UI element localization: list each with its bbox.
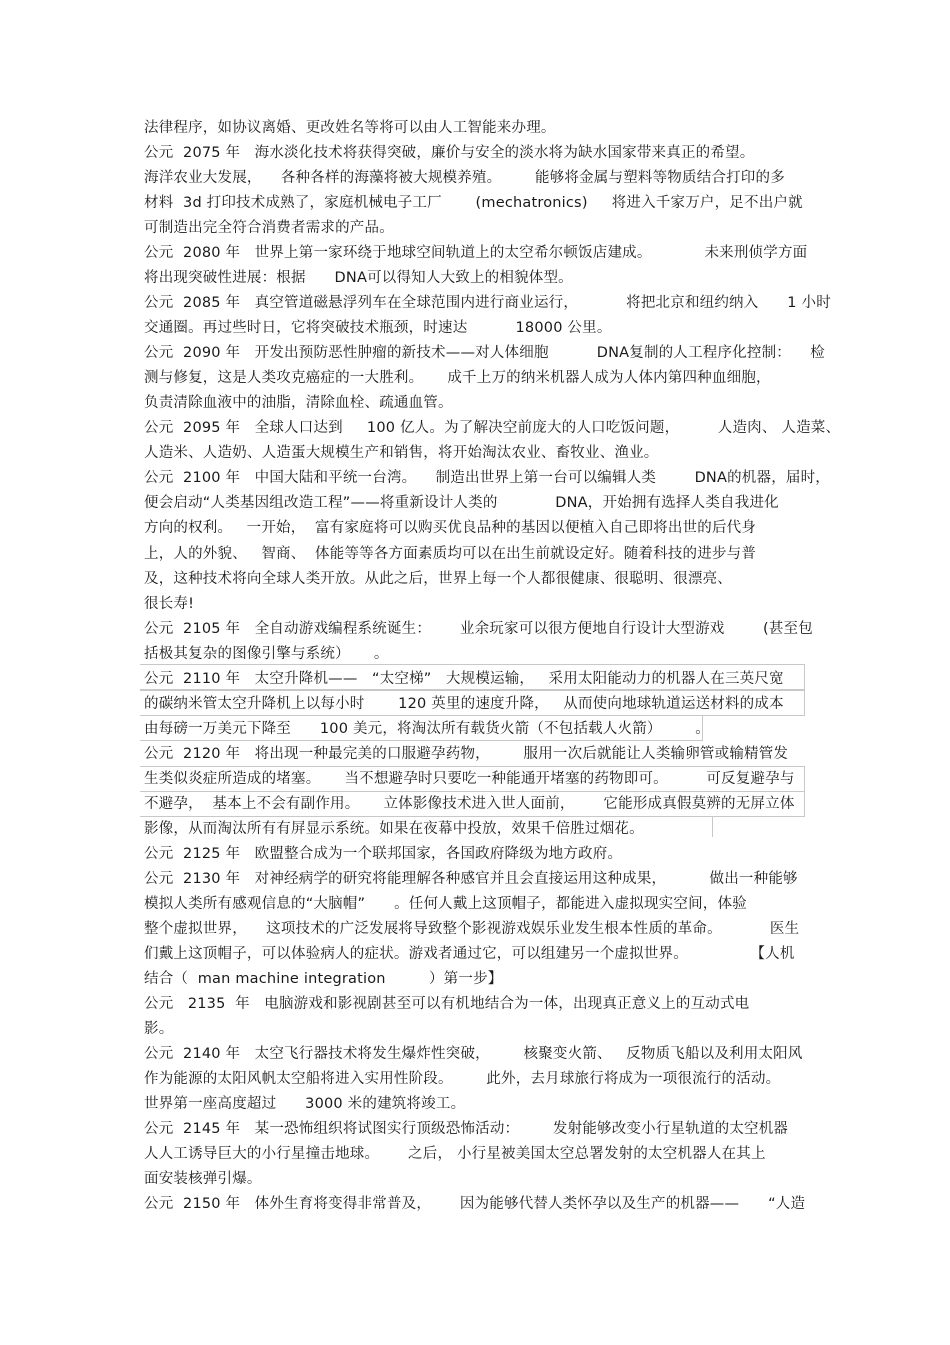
text-line: 法律程序，如协议离婚、更改姓名等将可以由人工智能来办理。 bbox=[144, 120, 556, 136]
text-line: 公元 2085 年 真空管道磁悬浮列车在全球范围内进行商业运行， 将把北京和纽约纳入 1 小时 bbox=[144, 295, 831, 311]
text-line: 将出现突破性进展：根据 DNA可以得知人大致上的相貌体型。 bbox=[144, 270, 573, 286]
text-line: 公元 2120 年 将出现一种最完美的口服避孕药物， 服用一次后就能让人类输卵管或输精管发 bbox=[144, 746, 789, 762]
text-line: 公元 2140 年 太空飞行器技术将发生爆炸性突破， 核聚变火箭、 反物质飞船以及利用太阳风 bbox=[144, 1046, 803, 1062]
text-line: 便会启动“人类基因组改造工程”——将重新设计人类的 DNA，开始拥有选择人类自我进化 bbox=[144, 495, 779, 511]
text-line: 公元 2105 年 全自动游戏编程系统诞生： 业余玩家可以很方便地自行设计大型游戏 (甚至包 bbox=[144, 621, 813, 637]
text-line: 可制造出完全符合消费者需求的产品。 bbox=[144, 220, 394, 236]
text-line: 公元 2090 年 开发出预防恶性肿瘤的新技术——对人体细胞 DNA复制的人工程序化控制： 检 bbox=[144, 345, 825, 361]
text-line: 影像，从而淘汰所有有屏显示系统。如果在夜幕中投放，效果千倍胜过烟花。 bbox=[144, 821, 644, 837]
text-line: 影。 bbox=[144, 1021, 174, 1037]
text-line: 上，人的外貌、 智商、 体能等等各方面素质均可以在出生前就设定好。随着科技的进步与普 bbox=[144, 546, 757, 562]
text-line: 公元 2095 年 全球人口达到 100 亿人。为了解决空前庞大的人口吃饭问题， 人造肉、 人造菜、 bbox=[144, 420, 841, 436]
text-line: 方向的权利。 一开始， 富有家庭将可以购买优良品种的基因以便植入自己即将出世的后代身 bbox=[144, 520, 757, 536]
text-line: 公元 2100 年 中国大陆和平统一台湾。 制造出世界上第一台可以编辑人类 DNA的机器，届时， bbox=[144, 470, 830, 486]
text-frame bbox=[712, 817, 713, 837]
text-line: 整个虚拟世界， 这项技术的广泛发展将导致整个影视游戏娱乐业发生根本性质的革命。 医生 bbox=[144, 921, 800, 937]
text-line: 及，这种技术将向全球人类开放。从此之后，世界上每一个人都很健康、很聪明、很漂亮、 bbox=[144, 571, 732, 587]
text-line: 括极其复杂的图像引擎与系统） 。 bbox=[144, 646, 389, 662]
text-line: 的碳纳米管太空升降机上以每小时 120 英里的速度升降， 从而使向地球轨道运送材料的成本 bbox=[144, 696, 784, 712]
text-line: 公元 2075 年 海水淡化技术将获得突破，廉价与安全的淡水将为缺水国家带来真正的希望。 bbox=[144, 145, 755, 161]
text-line: 公元 2080 年 世界上第一家环绕于地球空间轨道上的太空希尔顿饭店建成。 未来刑侦学方面 bbox=[144, 245, 808, 261]
text-line: 海洋农业大发展， 各种各样的海藻将被大规模养殖。 能够将金属与塑料等物质结合打印的多 bbox=[144, 170, 785, 186]
text-line: 公元 2130 年 对神经病学的研究将能理解各种感官并且会直接运用这种成果， 做出一种能够 bbox=[144, 871, 798, 887]
text-line: 公元 2150 年 体外生育将变得非常普及， 因为能够代替人类怀孕以及生产的机器—— “人造 bbox=[144, 1196, 806, 1212]
text-line: 由每磅一万美元下降至 100 美元，将淘汰所有载货火箭（不包括载人火箭） 。 bbox=[144, 721, 711, 737]
text-line: 人造米、人造奶、人造蛋大规模生产和销售，将开始淘汰农业、畜牧业、渔业。 bbox=[144, 445, 659, 461]
text-line: 交通圈。再过些时日，它将突破技术瓶颈，时速达 18000 公里。 bbox=[144, 320, 612, 336]
text-line: 公元 2125 年 欧盟整合成为一个联邦国家，各国政府降级为地方政府。 bbox=[144, 846, 623, 862]
text-line: 们戴上这顶帽子，可以体验病人的症状。游戏者通过它，可以组建另一个虚拟世界。 【人机 bbox=[144, 946, 795, 962]
text-line: 人人工诱导巨大的小行星撞击地球。 之后， 小行星被美国太空总署发射的太空机器人在其上 bbox=[144, 1146, 766, 1162]
text-line: 模拟人类所有感观信息的“大脑帽” 。任何人戴上这顶帽子，都能进入虚拟现实空间，体验 bbox=[144, 896, 747, 912]
text-line: 材料 3d 打印技术成熟了，家庭机械电子工厂 (mechatronics) 将进入千家万户，足不出户就 bbox=[144, 195, 803, 211]
text-line: 作为能源的太阳风帆太空船将进入实用性阶段。 此外，去月球旅行将成为一项很流行的活动。 bbox=[144, 1071, 781, 1087]
text-line: 公元 2145 年 某一恐怖组织将试图实行顶级恐怖活动： 发射能够改变小行星轨道的太空机器 bbox=[144, 1121, 789, 1137]
text-line: 生类似炎症所造成的堵塞。 当不想避孕时只要吃一种能通开堵塞的药物即可。 可反复避孕与 bbox=[144, 771, 795, 787]
text-line: 结合（ man machine integration ）第一步】 bbox=[144, 971, 503, 987]
text-line: 不避孕， 基本上不会有副作用。 立体影像技术进入世人面前， 它能形成真假莫辨的无屏立体 bbox=[144, 796, 795, 812]
text-line: 世界第一座高度超过 3000 米的建筑将竣工。 bbox=[144, 1096, 466, 1112]
text-line: 测与修复，这是人类攻克癌症的一大胜利。 成千上万的纳米机器人成为人体内第四种血细胞， bbox=[144, 370, 771, 386]
text-line: 很长寿! bbox=[144, 596, 195, 612]
text-line: 公元 2110 年 太空升降机—— “太空梯” 大规模运输， 采用太阳能动力的机器人在三英尺宽 bbox=[144, 671, 784, 687]
text-line: 负责清除血液中的油脂，清除血栓、疏通血管。 bbox=[144, 395, 453, 411]
text-line: 面安装核弹引爆。 bbox=[144, 1171, 262, 1187]
text-line: 公元 2135 年 电脑游戏和影视剧甚至可以有机地结合为一体，出现真正意义上的互动式电 bbox=[144, 996, 750, 1012]
